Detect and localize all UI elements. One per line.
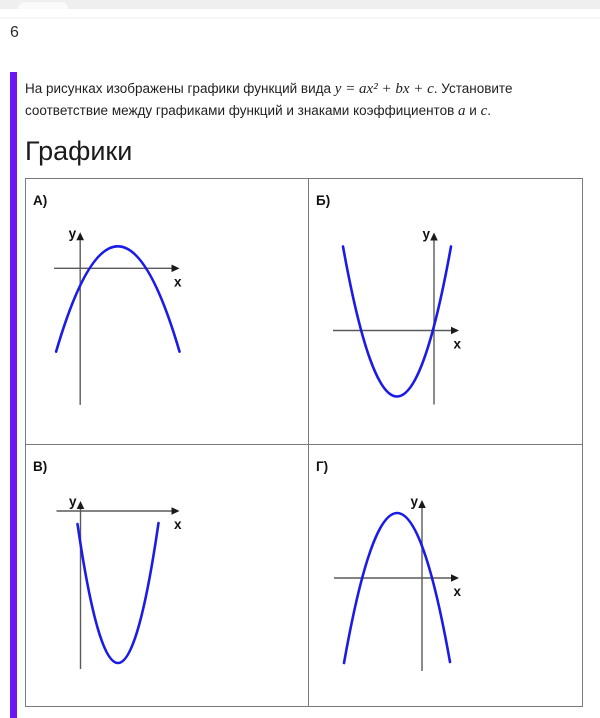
- y-axis-arrow-icon: [76, 232, 84, 240]
- y-axis-arrow-icon: [77, 501, 85, 509]
- x-axis-arrow-icon: [451, 574, 459, 582]
- x-axis-arrow-icon: [172, 507, 180, 515]
- graph-b-figure: [309, 179, 582, 444]
- graph-cell-a: [26, 179, 309, 445]
- question-part-and: и: [465, 103, 481, 118]
- parabola-curve: [344, 513, 450, 663]
- parabola-curve: [343, 247, 451, 397]
- question-part-end: .: [487, 103, 491, 118]
- section-title: Графики: [25, 136, 133, 166]
- graph-cell-v: [26, 445, 309, 706]
- y-axis-label: y: [68, 494, 77, 509]
- y-axis-label: y: [422, 226, 430, 242]
- graph-v-label: В): [33, 459, 48, 474]
- x-axis-label: x: [174, 274, 182, 290]
- question-part-middle: . Установите соответствие между графиками функций и знаками коэффициентов: [25, 81, 513, 118]
- page-number: 6: [10, 24, 19, 41]
- x-axis-label: x: [173, 517, 182, 532]
- graph-a-figure: [26, 179, 308, 444]
- y-axis-arrow-icon: [418, 500, 426, 508]
- accent-bar: [10, 72, 17, 718]
- card-top-notch: [18, 2, 68, 9]
- y-axis-label: y: [410, 494, 418, 509]
- top-strip: [0, 0, 600, 9]
- x-axis-label: x: [453, 584, 461, 599]
- coefficient-a: a: [458, 103, 466, 119]
- question-text: [25, 78, 577, 122]
- graph-v-figure: [26, 445, 308, 706]
- top-divider: [0, 17, 600, 19]
- x-axis-arrow-icon: [172, 265, 180, 273]
- coefficient-c: c: [480, 103, 488, 119]
- x-axis-arrow-icon: [451, 327, 459, 335]
- parabola-curve: [56, 246, 179, 351]
- graph-g-label: Г): [316, 459, 329, 474]
- graph-cell-b: [309, 179, 582, 445]
- graph-g-figure: [309, 445, 582, 706]
- graph-table: [25, 178, 583, 707]
- graph-b-label: Б): [316, 193, 331, 208]
- parabola-curve: [78, 523, 159, 663]
- formula: y = ax² + bx + c: [334, 81, 434, 97]
- graph-a-label: А): [33, 193, 48, 208]
- question-part-before: На рисунках изображены графики функций вида: [25, 81, 335, 96]
- y-axis-arrow-icon: [430, 233, 438, 241]
- graph-cell-g: [309, 445, 582, 706]
- x-axis-label: x: [453, 336, 461, 352]
- y-axis-label: y: [68, 226, 77, 242]
